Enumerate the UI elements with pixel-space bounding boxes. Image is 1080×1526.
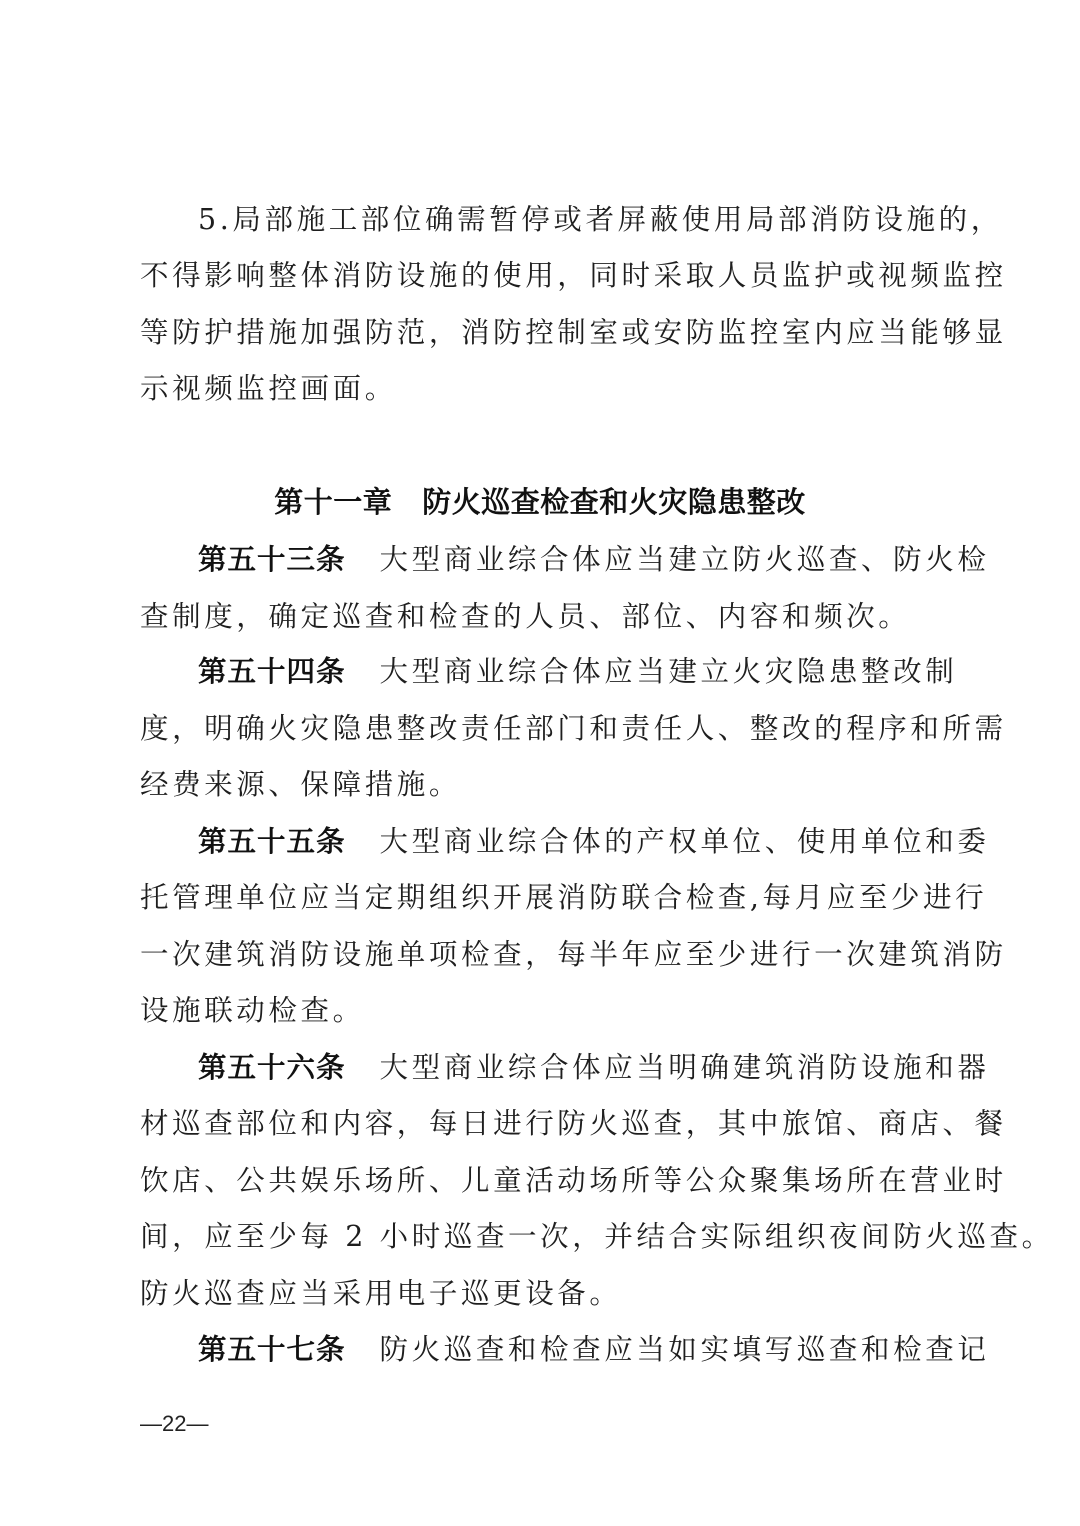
article-label: 第五十七条 <box>198 1333 346 1366</box>
chapter-title: 防火巡查检查和火灾隐患整改 <box>422 485 806 519</box>
article-text: 大型商业综合体的产权单位、使用单位和委 <box>379 825 990 858</box>
text-line: 示视频监控画面。 <box>140 372 397 405</box>
text-line: 5.局部施工部位确需暂停或者屏蔽使用局部消防设施的， <box>198 203 1003 236</box>
text-line <box>198 822 998 862</box>
article-label: 第五十三条 <box>198 543 346 576</box>
text-line <box>198 540 998 580</box>
article-text: 防火巡查和检查应当如实填写巡查和检查记 <box>379 1333 990 1366</box>
text-line: 不得影响整体消防设施的使用，同时采取人员监护或视频监控 <box>140 259 1007 292</box>
article-label: 第五十五条 <box>198 825 346 858</box>
text-line: 防火巡查应当采用电子巡更设备。 <box>140 1277 622 1310</box>
text-line: 饮店、公共娱乐场所、儿童活动场所等公众聚集场所在营业时 <box>140 1164 1007 1197</box>
chapter-heading <box>0 480 1080 524</box>
article-label: 第五十四条 <box>198 655 346 688</box>
text-line <box>198 1330 998 1370</box>
text-line: 一次建筑消防设施单项检查，每半年应至少进行一次建筑消防 <box>140 938 1007 971</box>
text-line: 查制度，确定巡查和检查的人员、部位、内容和频次。 <box>140 600 911 633</box>
text-line <box>198 652 998 692</box>
text-line: 等防护措施加强防范，消防控制室或安防监控室内应当能够显 <box>140 316 1007 349</box>
article-text: 大型商业综合体应当明确建筑消防设施和器 <box>379 1051 990 1084</box>
text-line <box>198 1048 998 1088</box>
text-line: 设施联动检查。 <box>140 994 365 1027</box>
text-line: 材巡查部位和内容，每日进行防火巡查，其中旅馆、商店、餐 <box>140 1107 1007 1140</box>
article-label: 第五十六条 <box>198 1051 346 1084</box>
text-line: 托管理单位应当定期组织开展消防联合检查,每月应至少进行 <box>140 881 988 914</box>
page-number: —22— <box>140 1411 209 1436</box>
chapter-number: 第十一章 <box>274 485 393 519</box>
text-line: 度，明确火灾隐患整改责任部门和责任人、整改的程序和所需 <box>140 712 1007 745</box>
article-text: 大型商业综合体应当建立火灾隐患整改制 <box>379 655 958 688</box>
text-line: 间，应至少每 2 小时巡查一次，并结合实际组织夜间防火巡查。 <box>140 1220 1054 1253</box>
text-line: 经费来源、保障措施。 <box>140 768 462 801</box>
article-text: 大型商业综合体应当建立防火巡查、防火检 <box>379 543 990 576</box>
